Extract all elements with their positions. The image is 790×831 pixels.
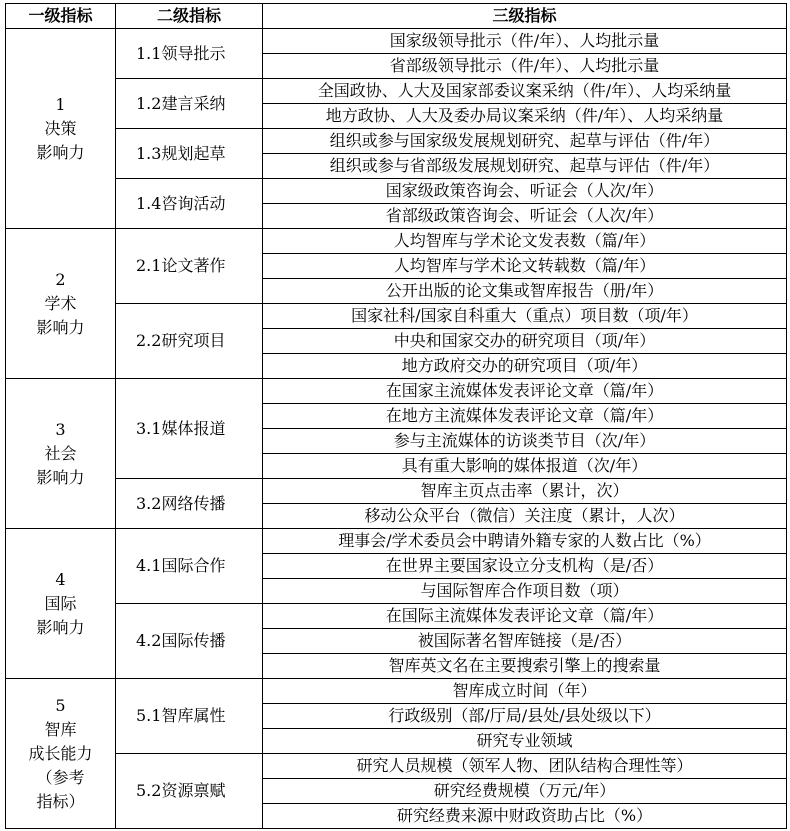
level3-cell: 省部级政策咨询会、听证会（人次/年） xyxy=(263,204,787,229)
table-row xyxy=(6,604,787,629)
table-row xyxy=(6,229,787,254)
level3-cell: 组织或参与省部级发展规划研究、起草与评估（件/年） xyxy=(263,154,787,179)
level3-cell: 组织或参与国家级发展规划研究、起草与评估（件/年） xyxy=(263,129,787,154)
table-row xyxy=(6,754,787,779)
level3-cell: 研究经费规模（万元/年） xyxy=(263,779,787,804)
level2-cell: 2.2研究项目 xyxy=(116,304,263,379)
table-body xyxy=(6,29,787,829)
level1-name-line: （参考 xyxy=(36,767,85,787)
level2-cell: 1.3规划起草 xyxy=(116,129,263,179)
header-level3: 三级指标 xyxy=(263,4,787,29)
table-row xyxy=(6,179,787,204)
level1-number: 2 xyxy=(55,269,66,289)
level3-cell: 中央和国家交办的研究项目（项/年） xyxy=(263,329,787,354)
level2-cell: 4.1国际合作 xyxy=(116,529,263,604)
level3-cell: 在世界主要国家设立分支机构（是/否） xyxy=(263,554,787,579)
level3-cell: 地方政府交办的研究项目（项/年） xyxy=(263,354,787,379)
level3-cell: 研究人员规模（领军人物、团队结构合理性等） xyxy=(263,754,787,779)
header-level1: 一级指标 xyxy=(6,4,116,29)
level1-cell xyxy=(6,229,116,379)
level3-cell: 智库成立时间（年） xyxy=(263,679,787,704)
level1-name-line: 决策 xyxy=(44,118,77,138)
level1-cell xyxy=(6,379,116,529)
level1-name-line: 国际 xyxy=(44,593,77,613)
table-row xyxy=(6,529,787,554)
level2-cell: 5.2资源禀赋 xyxy=(116,754,263,829)
level3-cell: 国家级政策咨询会、听证会（人次/年） xyxy=(263,179,787,204)
level3-cell: 理事会/学术委员会中聘请外籍专家的人数占比（%） xyxy=(263,529,787,554)
level2-cell: 1.2建言采纳 xyxy=(116,79,263,129)
level1-name-line: 成长能力 xyxy=(28,743,93,763)
level1-number: 5 xyxy=(55,695,66,715)
level3-cell: 具有重大影响的媒体报道（次/年） xyxy=(263,454,787,479)
level3-cell: 智库英文名在主要搜索引擎上的搜索量 xyxy=(263,654,787,679)
level3-cell: 参与主流媒体的访谈类节目（次/年） xyxy=(263,429,787,454)
level1-cell xyxy=(6,529,116,679)
level2-cell: 5.1智库属性 xyxy=(116,679,263,754)
level1-name-line: 影响力 xyxy=(36,142,85,162)
level3-cell: 行政级别（部/厅局/县处/县处级以下） xyxy=(263,704,787,729)
table-row xyxy=(6,304,787,329)
level1-name-line: 影响力 xyxy=(36,617,85,637)
table-row xyxy=(6,679,787,704)
level2-cell: 4.2国际传播 xyxy=(116,604,263,679)
header-row xyxy=(6,4,787,29)
level3-cell: 地方政协、人大及委办局议案采纳（件/年）、人均采纳量 xyxy=(263,104,787,129)
level3-cell: 研究经费来源中财政资助占比（%） xyxy=(263,804,787,829)
level3-cell: 人均智库与学术论文转载数（篇/年） xyxy=(263,254,787,279)
table-row xyxy=(6,129,787,154)
level1-name-line: 学术 xyxy=(44,293,77,313)
level1-name-line: 影响力 xyxy=(36,467,85,487)
level1-number: 3 xyxy=(55,419,66,439)
level1-name-line: 智库 xyxy=(44,719,77,739)
level3-cell: 省部级领导批示（件/年）、人均批示量 xyxy=(263,54,787,79)
level2-cell: 3.2网络传播 xyxy=(116,479,263,529)
level3-cell: 研究专业领域 xyxy=(263,729,787,754)
table-row xyxy=(6,79,787,104)
level3-cell: 被国际著名智库链接（是/否） xyxy=(263,629,787,654)
level3-cell: 在国家主流媒体发表评论文章（篇/年） xyxy=(263,379,787,404)
level2-cell: 2.1论文著作 xyxy=(116,229,263,304)
level1-cell xyxy=(6,29,116,229)
level3-cell: 移动公众平台（微信）关注度（累计，人次） xyxy=(263,504,787,529)
level1-number: 1 xyxy=(55,94,66,114)
level3-cell: 全国政协、人大及国家部委议案采纳（件/年）、人均采纳量 xyxy=(263,79,787,104)
level3-cell: 人均智库与学术论文发表数（篇/年） xyxy=(263,229,787,254)
level3-cell: 在地方主流媒体发表评论文章（篇/年） xyxy=(263,404,787,429)
table-row xyxy=(6,479,787,504)
level3-cell: 公开出版的论文集或智库报告（册/年） xyxy=(263,279,787,304)
level2-cell: 3.1媒体报道 xyxy=(116,379,263,479)
header-level2: 二级指标 xyxy=(116,4,263,29)
indicator-table xyxy=(5,3,787,829)
level2-cell: 1.1领导批示 xyxy=(116,29,263,79)
level1-number: 4 xyxy=(55,569,66,589)
table-row xyxy=(6,29,787,54)
level2-cell: 1.4咨询活动 xyxy=(116,179,263,229)
level3-cell: 智库主页点击率（累计，次） xyxy=(263,479,787,504)
level1-cell xyxy=(6,679,116,829)
level1-name-line: 社会 xyxy=(44,443,77,463)
level1-name-line: 影响力 xyxy=(36,317,85,337)
table-row xyxy=(6,379,787,404)
level1-name-line: 指标） xyxy=(36,791,85,811)
level3-cell: 与国际智库合作项目数（项） xyxy=(263,579,787,604)
level3-cell: 在国际主流媒体发表评论文章（篇/年） xyxy=(263,604,787,629)
level3-cell: 国家社科/国家自科重大（重点）项目数（项/年） xyxy=(263,304,787,329)
level3-cell: 国家级领导批示（件/年）、人均批示量 xyxy=(263,29,787,54)
